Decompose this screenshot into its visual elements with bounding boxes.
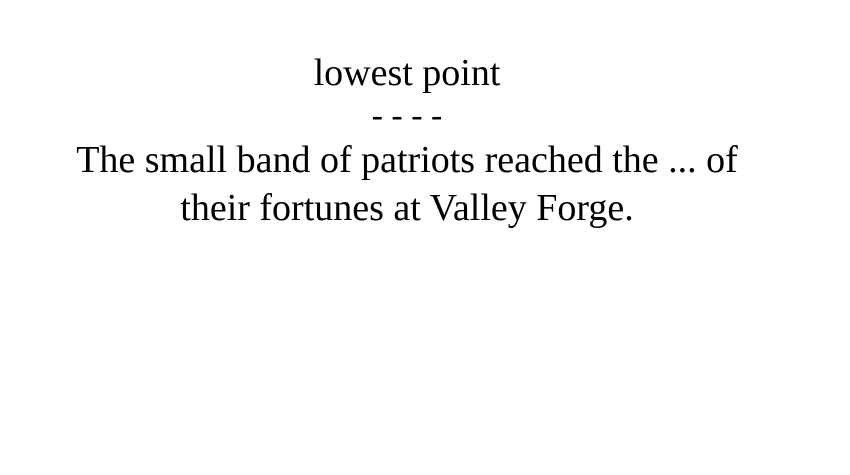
flashcard	[0, 50, 814, 232]
answer-term: lowest point	[313, 52, 501, 94]
cloze-sentence: The small band of patriots reached the ... of their fortunes at Valley Forge.	[76, 139, 738, 229]
separator-dashes: - - - -	[371, 97, 443, 134]
